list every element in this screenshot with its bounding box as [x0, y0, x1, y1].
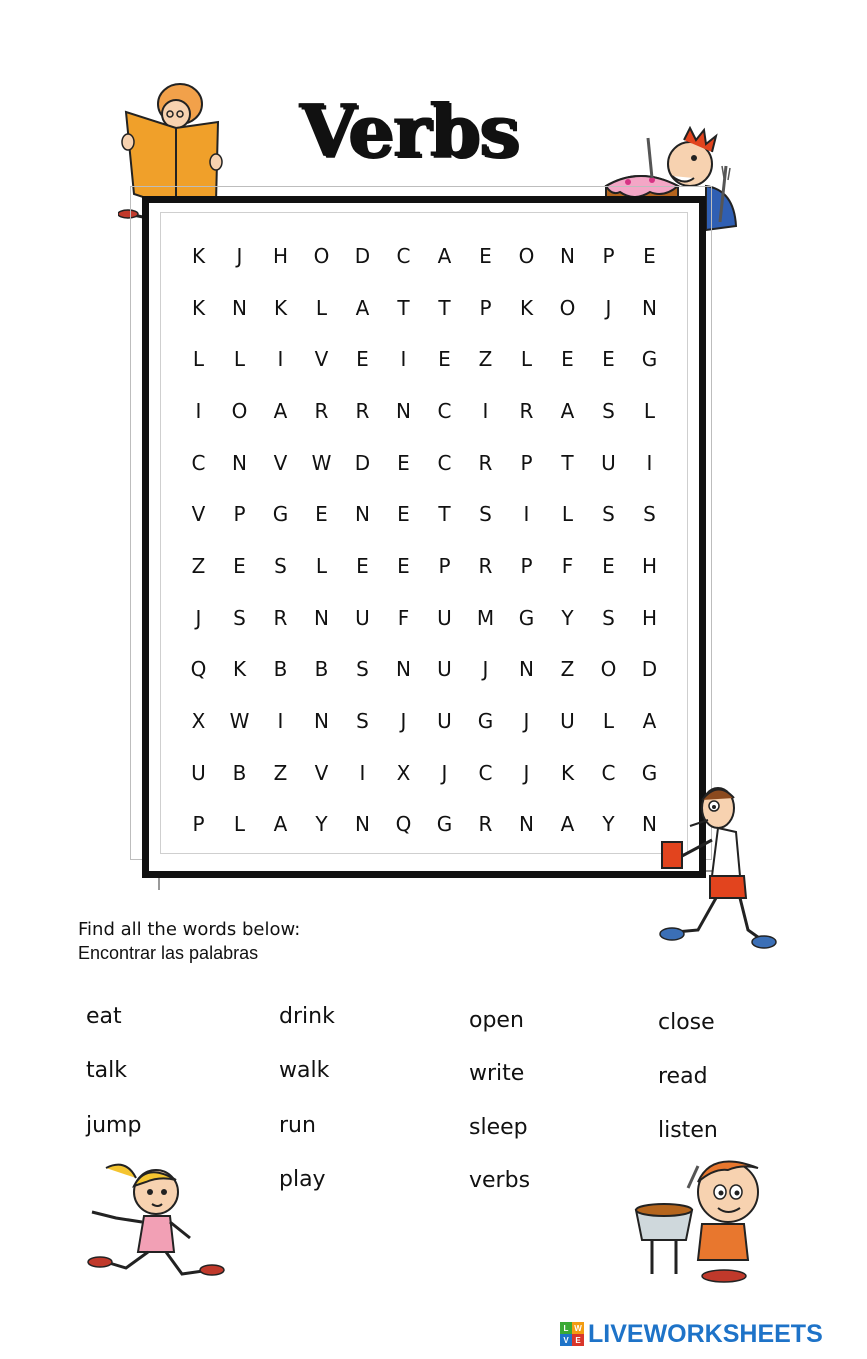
grid-letter[interactable]: U	[437, 605, 452, 630]
grid-letter[interactable]: R	[478, 812, 493, 837]
grid-letter[interactable]: W	[229, 709, 250, 734]
grid-letter[interactable]: L	[315, 553, 328, 578]
grid-letter[interactable]: P	[192, 812, 205, 837]
word-item: play	[279, 1167, 326, 1192]
grid-letter[interactable]: J	[400, 709, 407, 734]
instructions-spanish: Encontrar las palabras	[78, 943, 259, 963]
grid-letter[interactable]: O	[313, 243, 330, 268]
word-item: listen	[658, 1118, 718, 1143]
grid-letter[interactable]: N	[232, 295, 247, 320]
grid-letter[interactable]: V	[314, 347, 329, 372]
grid-letter[interactable]: A	[560, 398, 575, 423]
grid-letter[interactable]: U	[355, 605, 370, 630]
grid-letter[interactable]: N	[232, 450, 247, 475]
grid-letter[interactable]: H	[272, 243, 289, 268]
word-item: eat	[86, 1004, 122, 1029]
grid-letter[interactable]: G	[436, 812, 453, 837]
grid-letter[interactable]: N	[396, 657, 411, 682]
grid-letter[interactable]: L	[520, 347, 533, 372]
grid-letter[interactable]: N	[642, 812, 657, 837]
logo-letter: E	[572, 1334, 584, 1346]
grid-letter[interactable]: R	[478, 450, 493, 475]
grid-letter[interactable]: T	[397, 295, 410, 320]
grid-letter[interactable]: I	[523, 502, 530, 527]
boy-eating-illustration	[632, 1148, 772, 1288]
grid-letter[interactable]: U	[191, 760, 206, 785]
grid-letter[interactable]: E	[397, 450, 410, 475]
grid-letter[interactable]: E	[397, 553, 410, 578]
grid-letter[interactable]: C	[396, 243, 411, 268]
grid-letter[interactable]: N	[560, 243, 575, 268]
grid-letter[interactable]: E	[397, 502, 410, 527]
grid-letter[interactable]: Z	[560, 657, 575, 682]
grid-letter[interactable]: J	[605, 295, 612, 320]
logo-letter: L	[560, 1322, 572, 1334]
grid-letter[interactable]: J	[236, 243, 243, 268]
word-item: read	[658, 1064, 708, 1089]
grid-letter[interactable]: S	[602, 502, 615, 527]
logo-letter: V	[560, 1334, 572, 1346]
grid-letter[interactable]: C	[478, 760, 493, 785]
grid-letter[interactable]: Q	[190, 657, 207, 682]
grid-letter[interactable]: N	[314, 605, 329, 630]
grid-letter[interactable]: T	[438, 502, 451, 527]
grid-letter[interactable]: O	[231, 398, 248, 423]
grid-letter[interactable]: N	[519, 812, 534, 837]
grid-letter[interactable]: F	[397, 605, 410, 630]
grid-letter[interactable]: L	[233, 347, 246, 372]
liveworksheets-footer[interactable]	[560, 1316, 860, 1352]
word-item: close	[658, 1010, 715, 1035]
grid-letter[interactable]: K	[519, 295, 534, 320]
grid-letter[interactable]: N	[642, 295, 657, 320]
grid-letter[interactable]: H	[641, 605, 658, 630]
grid-letter[interactable]: Y	[315, 812, 328, 837]
grid-letter[interactable]: E	[356, 553, 369, 578]
grid-letter[interactable]: P	[602, 243, 615, 268]
grid-letter[interactable]: P	[438, 553, 451, 578]
grid-letter[interactable]: E	[315, 502, 328, 527]
grid-letter[interactable]: L	[602, 709, 615, 734]
grid-letter[interactable]: G	[641, 760, 658, 785]
grid-letter[interactable]: P	[233, 502, 246, 527]
grid-letter[interactable]: J	[482, 657, 489, 682]
girl-running-illustration	[86, 1158, 226, 1288]
grid-letter[interactable]: B	[232, 760, 247, 785]
grid-letter[interactable]: Q	[395, 812, 412, 837]
grid-letter[interactable]: L	[233, 812, 246, 837]
grid-letter[interactable]: H	[641, 553, 658, 578]
grid-letter[interactable]: B	[314, 657, 329, 682]
word-search-grid[interactable]	[178, 230, 670, 850]
grid-letter[interactable]: I	[482, 398, 489, 423]
grid-letter[interactable]: J	[523, 760, 530, 785]
grid-letter[interactable]: S	[602, 398, 615, 423]
page-title: Verbs	[300, 88, 519, 173]
grid-letter[interactable]: K	[232, 657, 247, 682]
grid-letter[interactable]: K	[273, 295, 288, 320]
grid-letter[interactable]: I	[646, 450, 653, 475]
grid-letter[interactable]: C	[191, 450, 206, 475]
grid-letter[interactable]: I	[277, 709, 284, 734]
grid-letter[interactable]: E	[561, 347, 574, 372]
grid-letter[interactable]: N	[396, 398, 411, 423]
grid-letter[interactable]: A	[560, 812, 575, 837]
grid-letter[interactable]: N	[519, 657, 534, 682]
grid-letter[interactable]: S	[356, 709, 369, 734]
grid-letter[interactable]: R	[478, 553, 493, 578]
word-item: walk	[279, 1058, 330, 1083]
grid-letter[interactable]: F	[561, 553, 574, 578]
grid-letter[interactable]: E	[438, 347, 451, 372]
word-item: write	[469, 1061, 525, 1086]
grid-letter[interactable]: Z	[191, 553, 206, 578]
word-item: sleep	[469, 1115, 528, 1140]
grid-letter[interactable]: A	[273, 398, 288, 423]
grid-letter[interactable]: D	[354, 450, 371, 475]
grid-letter[interactable]: I	[400, 347, 407, 372]
grid-letter[interactable]: A	[437, 243, 452, 268]
grid-letter[interactable]: N	[355, 812, 370, 837]
grid-letter[interactable]: S	[274, 553, 287, 578]
runner-drinking-illustration	[658, 780, 778, 970]
grid-letter[interactable]: U	[560, 709, 575, 734]
grid-letter[interactable]: A	[273, 812, 288, 837]
grid-letter[interactable]: S	[479, 502, 492, 527]
grid-letter[interactable]: I	[277, 347, 284, 372]
grid-letter[interactable]: D	[354, 243, 371, 268]
grid-letter[interactable]: P	[520, 450, 533, 475]
grid-letter[interactable]: U	[601, 450, 616, 475]
grid-letter[interactable]: Y	[561, 605, 574, 630]
grid-letter[interactable]: R	[519, 398, 534, 423]
grid-letter[interactable]: I	[195, 398, 202, 423]
grid-letter[interactable]: C	[437, 398, 452, 423]
grid-letter[interactable]: C	[437, 450, 452, 475]
grid-letter[interactable]: J	[195, 605, 202, 630]
grid-letter[interactable]: Z	[478, 347, 493, 372]
grid-letter[interactable]: W	[311, 450, 332, 475]
grid-letter[interactable]: J	[523, 709, 530, 734]
grid-letter[interactable]: O	[600, 657, 617, 682]
grid-letter[interactable]: S	[233, 605, 246, 630]
word-item: run	[279, 1113, 316, 1138]
grid-letter[interactable]: R	[314, 398, 329, 423]
grid-letter[interactable]: S	[602, 605, 615, 630]
grid-letter[interactable]: S	[643, 502, 656, 527]
grid-letter[interactable]: N	[314, 709, 329, 734]
grid-letter[interactable]: J	[441, 760, 448, 785]
grid-letter[interactable]: P	[479, 295, 492, 320]
grid-letter[interactable]: K	[191, 295, 206, 320]
grid-letter[interactable]: L	[643, 398, 656, 423]
grid-letter[interactable]: M	[476, 605, 495, 630]
grid-letter[interactable]: C	[601, 760, 616, 785]
brand-name: LIVEWORKSHEETS	[588, 1319, 823, 1348]
grid-letter[interactable]: G	[477, 709, 494, 734]
grid-letter[interactable]: Z	[273, 760, 288, 785]
grid-letter[interactable]: E	[602, 553, 615, 578]
grid-letter[interactable]: V	[191, 502, 206, 527]
grid-letter[interactable]: B	[273, 657, 288, 682]
grid-letter[interactable]: V	[314, 760, 329, 785]
grid-letter[interactable]: X	[191, 709, 206, 734]
grid-letter[interactable]: K	[560, 760, 575, 785]
grid-letter[interactable]: E	[643, 243, 656, 268]
grid-letter[interactable]: E	[233, 553, 246, 578]
grid-letter[interactable]: X	[396, 760, 411, 785]
grid-letter[interactable]: G	[641, 347, 658, 372]
grid-letter[interactable]: U	[437, 709, 452, 734]
grid-letter[interactable]: E	[602, 347, 615, 372]
grid-letter[interactable]: L	[561, 502, 574, 527]
grid-letter[interactable]: E	[356, 347, 369, 372]
grid-letter[interactable]: I	[359, 760, 366, 785]
word-item: talk	[86, 1058, 127, 1083]
word-item: drink	[279, 1004, 335, 1029]
grid-letter[interactable]: R	[355, 398, 370, 423]
grid-letter[interactable]: S	[356, 657, 369, 682]
grid-letter[interactable]: A	[642, 709, 657, 734]
grid-letter[interactable]: D	[641, 657, 658, 682]
liveworksheets-logo-icon	[560, 1322, 584, 1346]
word-item: open	[469, 1008, 524, 1033]
grid-letter[interactable]: O	[518, 243, 535, 268]
grid-letter[interactable]: T	[438, 295, 451, 320]
grid-letter[interactable]: P	[520, 553, 533, 578]
grid-letter[interactable]: V	[273, 450, 288, 475]
word-item: jump	[86, 1113, 142, 1138]
instructions-english: Find all the words below:	[78, 919, 301, 940]
grid-letter[interactable]: O	[559, 295, 576, 320]
word-item: verbs	[469, 1168, 531, 1193]
logo-letter: W	[572, 1322, 584, 1334]
grid-letter[interactable]: Y	[602, 812, 615, 837]
grid-letter[interactable]: A	[355, 295, 370, 320]
grid-letter[interactable]: K	[191, 243, 206, 268]
grid-letter[interactable]: U	[437, 657, 452, 682]
grid-letter[interactable]: L	[192, 347, 205, 372]
grid-letter[interactable]: R	[273, 605, 288, 630]
grid-letter[interactable]: G	[518, 605, 535, 630]
grid-letter[interactable]: T	[561, 450, 574, 475]
grid-letter[interactable]: N	[355, 502, 370, 527]
grid-letter[interactable]: L	[315, 295, 328, 320]
grid-letter[interactable]: G	[272, 502, 289, 527]
grid-letter[interactable]: E	[479, 243, 492, 268]
